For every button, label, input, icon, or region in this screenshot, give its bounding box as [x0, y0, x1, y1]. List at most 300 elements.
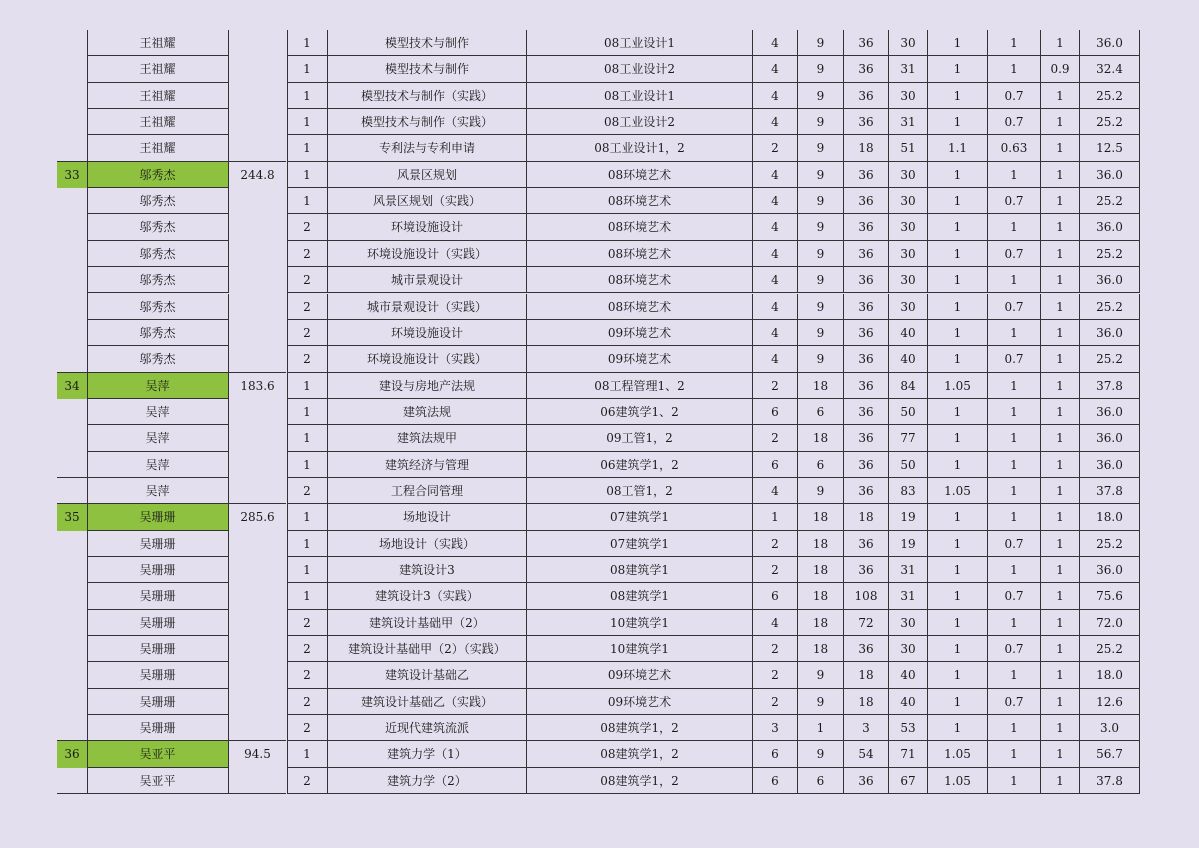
course-name-cell: 建筑法规甲	[328, 425, 527, 451]
coefficient-a-cell: 1	[928, 267, 988, 293]
total-workload-cell	[229, 478, 286, 504]
teacher-number-cell: 35	[57, 504, 87, 530]
teacher-name-cell: 邬秀杰	[87, 294, 229, 320]
coefficient-c-cell: 1	[1041, 188, 1080, 214]
total-workload-cell	[229, 610, 286, 636]
students-cell: 30	[889, 83, 928, 109]
teacher-number-cell	[57, 452, 87, 478]
table-row	[0, 30, 1199, 56]
class-name-cell: 06建筑学1，2	[527, 452, 753, 478]
teacher-name-cell: 邬秀杰	[87, 162, 229, 188]
total-workload-cell	[229, 188, 286, 214]
workload-cell: 25.2	[1080, 83, 1140, 109]
term-cell: 2	[287, 636, 328, 662]
course-name-cell: 模型技术与制作（实践）	[328, 83, 527, 109]
workload-cell: 72.0	[1080, 610, 1140, 636]
teacher-number-cell	[57, 425, 87, 451]
coefficient-b-cell: 0.7	[988, 636, 1041, 662]
coefficient-b-cell: 0.7	[988, 109, 1041, 135]
class-name-cell: 08建筑学1	[527, 583, 753, 609]
workload-cell: 36.0	[1080, 320, 1140, 346]
teacher-number-cell	[57, 478, 87, 504]
term-cell: 2	[287, 610, 328, 636]
class-name-cell: 06建筑学1、2	[527, 399, 753, 425]
table-vertical-rule	[287, 30, 288, 794]
teacher-name-cell: 邬秀杰	[87, 241, 229, 267]
course-name-cell: 模型技术与制作	[328, 30, 527, 56]
course-name-cell: 模型技术与制作	[328, 56, 527, 82]
hours-cell: 36	[844, 425, 889, 451]
teacher-name-cell: 吴萍	[87, 425, 229, 451]
table-row	[0, 162, 1199, 188]
course-name-cell: 城市景观设计	[328, 267, 527, 293]
table-row	[0, 583, 1199, 609]
coefficient-c-cell: 1	[1041, 320, 1080, 346]
term-cell: 1	[287, 162, 328, 188]
teacher-number-cell	[57, 135, 87, 161]
students-cell: 40	[889, 689, 928, 715]
workload-cell: 25.2	[1080, 531, 1140, 557]
hours-cell: 36	[844, 188, 889, 214]
coefficient-b-cell: 0.7	[988, 188, 1041, 214]
hours-cell: 54	[844, 741, 889, 767]
course-name-cell: 场地设计	[328, 504, 527, 530]
students-cell: 30	[889, 610, 928, 636]
workload-cell: 32.4	[1080, 56, 1140, 82]
coefficient-a-cell: 1	[928, 715, 988, 741]
class-name-cell: 08工业设计1，2	[527, 135, 753, 161]
coefficient-b-cell: 1	[988, 214, 1041, 240]
coefficient-a-cell: 1	[928, 214, 988, 240]
credits-cell: 4	[753, 610, 798, 636]
term-cell: 1	[287, 425, 328, 451]
total-workload-cell	[229, 294, 286, 320]
coefficient-c-cell: 1	[1041, 557, 1080, 583]
teacher-number-cell	[57, 662, 87, 688]
hours-cell: 36	[844, 30, 889, 56]
term-cell: 2	[287, 715, 328, 741]
coefficient-a-cell: 1	[928, 56, 988, 82]
coefficient-a-cell: 1	[928, 557, 988, 583]
coefficient-b-cell: 0.7	[988, 583, 1041, 609]
coefficient-a-cell: 1.05	[928, 373, 988, 399]
weeks-cell: 9	[798, 30, 844, 56]
total-workload-cell	[229, 636, 286, 662]
coefficient-c-cell: 1	[1041, 689, 1080, 715]
teacher-name-cell: 邬秀杰	[87, 188, 229, 214]
weeks-cell: 18	[798, 557, 844, 583]
course-name-cell: 环境设施设计	[328, 214, 527, 240]
students-cell: 30	[889, 30, 928, 56]
credits-cell: 4	[753, 83, 798, 109]
coefficient-b-cell: 1	[988, 741, 1041, 767]
teacher-name-cell: 吴珊珊	[87, 715, 229, 741]
total-workload-cell	[229, 662, 286, 688]
weeks-cell: 1	[798, 715, 844, 741]
total-workload-cell	[229, 56, 286, 82]
total-workload-cell	[229, 135, 286, 161]
class-name-cell: 08环境艺术	[527, 241, 753, 267]
weeks-cell: 18	[798, 636, 844, 662]
credits-cell: 2	[753, 557, 798, 583]
hours-cell: 36	[844, 636, 889, 662]
students-cell: 40	[889, 320, 928, 346]
weeks-cell: 9	[798, 741, 844, 767]
teacher-name-cell: 王祖耀	[87, 135, 229, 161]
table-row	[0, 478, 1199, 504]
coefficient-a-cell: 1	[928, 636, 988, 662]
credits-cell: 2	[753, 373, 798, 399]
coefficient-c-cell: 1	[1041, 135, 1080, 161]
table-row	[0, 83, 1199, 109]
teacher-name-cell: 吴珊珊	[87, 583, 229, 609]
teacher-number-cell	[57, 320, 87, 346]
students-cell: 53	[889, 715, 928, 741]
weeks-cell: 6	[798, 399, 844, 425]
teacher-name-cell: 吴珊珊	[87, 610, 229, 636]
coefficient-c-cell: 1	[1041, 214, 1080, 240]
weeks-cell: 18	[798, 504, 844, 530]
class-name-cell: 08环境艺术	[527, 294, 753, 320]
weeks-cell: 6	[798, 452, 844, 478]
credits-cell: 4	[753, 188, 798, 214]
weeks-cell: 18	[798, 531, 844, 557]
class-name-cell: 09环境艺术	[527, 346, 753, 372]
credits-cell: 4	[753, 30, 798, 56]
teacher-name-cell: 吴珊珊	[87, 636, 229, 662]
hours-cell: 36	[844, 241, 889, 267]
workload-cell: 12.6	[1080, 689, 1140, 715]
credits-cell: 4	[753, 267, 798, 293]
term-cell: 1	[287, 557, 328, 583]
students-cell: 50	[889, 452, 928, 478]
credits-cell: 4	[753, 56, 798, 82]
coefficient-c-cell: 1	[1041, 399, 1080, 425]
weeks-cell: 9	[798, 689, 844, 715]
class-name-cell: 08工管1，2	[527, 478, 753, 504]
class-name-cell: 09环境艺术	[527, 662, 753, 688]
coefficient-c-cell: 1	[1041, 241, 1080, 267]
course-name-cell: 专利法与专利申请	[328, 135, 527, 161]
coefficient-c-cell: 1	[1041, 504, 1080, 530]
workload-cell: 36.0	[1080, 214, 1140, 240]
course-name-cell: 风景区规划	[328, 162, 527, 188]
weeks-cell: 9	[798, 135, 844, 161]
students-cell: 83	[889, 478, 928, 504]
class-name-cell: 08工业设计2	[527, 56, 753, 82]
table-row	[0, 135, 1199, 161]
teacher-number-cell	[57, 241, 87, 267]
teacher-name-cell: 邬秀杰	[87, 214, 229, 240]
weeks-cell: 9	[798, 662, 844, 688]
workload-cell: 37.8	[1080, 373, 1140, 399]
teacher-name-cell: 吴亚平	[87, 741, 229, 767]
weeks-cell: 9	[798, 109, 844, 135]
course-name-cell: 建筑经济与管理	[328, 452, 527, 478]
term-cell: 1	[287, 399, 328, 425]
students-cell: 40	[889, 662, 928, 688]
class-name-cell: 08建筑学1，2	[527, 741, 753, 767]
table-row	[0, 662, 1199, 688]
teacher-number-cell	[57, 214, 87, 240]
teacher-number-cell	[57, 399, 87, 425]
total-workload-cell	[229, 241, 286, 267]
class-name-cell: 08环境艺术	[527, 162, 753, 188]
coefficient-b-cell: 1	[988, 373, 1041, 399]
students-cell: 30	[889, 162, 928, 188]
credits-cell: 3	[753, 715, 798, 741]
hours-cell: 108	[844, 583, 889, 609]
table-row	[0, 320, 1199, 346]
hours-cell: 36	[844, 346, 889, 372]
coefficient-b-cell: 0.7	[988, 241, 1041, 267]
coefficient-b-cell: 1	[988, 30, 1041, 56]
weeks-cell: 6	[798, 768, 844, 794]
course-name-cell: 建筑设计基础甲（2）	[328, 610, 527, 636]
course-name-cell: 建筑设计3	[328, 557, 527, 583]
teacher-number-cell	[57, 583, 87, 609]
table-vertical-rule	[87, 30, 88, 794]
hours-cell: 18	[844, 135, 889, 161]
credits-cell: 6	[753, 399, 798, 425]
workload-cell: 25.2	[1080, 241, 1140, 267]
term-cell: 1	[287, 83, 328, 109]
coefficient-c-cell: 1	[1041, 30, 1080, 56]
coefficient-a-cell: 1	[928, 83, 988, 109]
course-name-cell: 模型技术与制作（实践）	[328, 109, 527, 135]
table-row	[0, 109, 1199, 135]
table-row	[0, 346, 1199, 372]
credits-cell: 2	[753, 689, 798, 715]
weeks-cell: 9	[798, 346, 844, 372]
total-workload-cell	[229, 109, 286, 135]
course-name-cell: 建设与房地产法规	[328, 373, 527, 399]
total-workload-cell	[229, 399, 286, 425]
teacher-name-cell: 吴珊珊	[87, 662, 229, 688]
teacher-name-cell: 吴珊珊	[87, 504, 229, 530]
students-cell: 40	[889, 346, 928, 372]
coefficient-b-cell: 1	[988, 768, 1041, 794]
table-row	[0, 610, 1199, 636]
class-name-cell: 08工程管理1、2	[527, 373, 753, 399]
course-name-cell: 风景区规划（实践）	[328, 188, 527, 214]
course-name-cell: 建筑力学（2）	[328, 768, 527, 794]
coefficient-b-cell: 1	[988, 662, 1041, 688]
weeks-cell: 18	[798, 425, 844, 451]
teacher-name-cell: 吴珊珊	[87, 689, 229, 715]
term-cell: 2	[287, 214, 328, 240]
students-cell: 19	[889, 504, 928, 530]
table-row	[0, 214, 1199, 240]
coefficient-c-cell: 1	[1041, 531, 1080, 557]
hours-cell: 36	[844, 452, 889, 478]
teacher-number-cell: 34	[57, 373, 87, 399]
students-cell: 31	[889, 109, 928, 135]
coefficient-a-cell: 1.05	[928, 478, 988, 504]
credits-cell: 2	[753, 531, 798, 557]
teacher-number-cell	[57, 715, 87, 741]
total-workload-cell: 285.6	[240, 510, 275, 525]
total-workload-cell	[229, 768, 286, 794]
hours-cell: 18	[844, 662, 889, 688]
teacher-number-cell	[57, 636, 87, 662]
workload-cell: 36.0	[1080, 425, 1140, 451]
teacher-name-cell: 王祖耀	[87, 83, 229, 109]
term-cell: 1	[287, 56, 328, 82]
coefficient-a-cell: 1	[928, 504, 988, 530]
students-cell: 67	[889, 768, 928, 794]
coefficient-b-cell: 1	[988, 399, 1041, 425]
teacher-name-cell: 邬秀杰	[87, 267, 229, 293]
term-cell: 2	[287, 294, 328, 320]
table-row	[0, 531, 1199, 557]
workload-cell: 75.6	[1080, 583, 1140, 609]
coefficient-b-cell: 1	[988, 715, 1041, 741]
coefficient-c-cell: 1	[1041, 425, 1080, 451]
credits-cell: 2	[753, 636, 798, 662]
term-cell: 1	[287, 30, 328, 56]
hours-cell: 36	[844, 399, 889, 425]
teacher-name-cell: 吴萍	[87, 399, 229, 425]
coefficient-b-cell: 0.7	[988, 294, 1041, 320]
coefficient-b-cell: 1	[988, 320, 1041, 346]
coefficient-c-cell: 0.9	[1041, 56, 1080, 82]
table-row	[0, 373, 1199, 399]
hours-cell: 36	[844, 557, 889, 583]
class-name-cell: 08建筑学1，2	[527, 715, 753, 741]
teacher-name-cell: 吴珊珊	[87, 531, 229, 557]
coefficient-a-cell: 1	[928, 452, 988, 478]
teacher-name-cell: 吴珊珊	[87, 557, 229, 583]
workload-cell: 36.0	[1080, 267, 1140, 293]
workload-cell: 18.0	[1080, 662, 1140, 688]
term-cell: 1	[287, 504, 328, 530]
credits-cell: 4	[753, 294, 798, 320]
term-cell: 2	[287, 241, 328, 267]
coefficient-a-cell: 1.05	[928, 741, 988, 767]
students-cell: 31	[889, 557, 928, 583]
credits-cell: 2	[753, 135, 798, 161]
teacher-name-cell: 邬秀杰	[87, 320, 229, 346]
teacher-number-cell	[57, 531, 87, 557]
table-row	[0, 715, 1199, 741]
course-name-cell: 建筑力学（1）	[328, 741, 527, 767]
hours-cell: 36	[844, 109, 889, 135]
workload-cell: 36.0	[1080, 557, 1140, 583]
teacher-number-cell	[57, 610, 87, 636]
coefficient-a-cell: 1	[928, 425, 988, 451]
students-cell: 51	[889, 135, 928, 161]
weeks-cell: 9	[798, 83, 844, 109]
weeks-cell: 9	[798, 56, 844, 82]
course-name-cell: 近现代建筑流派	[328, 715, 527, 741]
coefficient-c-cell: 1	[1041, 452, 1080, 478]
workload-cell: 56.7	[1080, 741, 1140, 767]
course-name-cell: 建筑设计基础乙	[328, 662, 527, 688]
teacher-name-cell: 吴萍	[87, 452, 229, 478]
weeks-cell: 18	[798, 583, 844, 609]
class-name-cell: 08工业设计2	[527, 109, 753, 135]
teacher-name-cell: 王祖耀	[87, 30, 229, 56]
hours-cell: 72	[844, 610, 889, 636]
course-name-cell: 建筑设计3（实践）	[328, 583, 527, 609]
hours-cell: 36	[844, 162, 889, 188]
workload-cell: 25.2	[1080, 346, 1140, 372]
course-name-cell: 环境设施设计（实践）	[328, 241, 527, 267]
weeks-cell: 9	[798, 188, 844, 214]
students-cell: 31	[889, 56, 928, 82]
total-workload-cell	[229, 689, 286, 715]
coefficient-a-cell: 1	[928, 162, 988, 188]
class-name-cell: 09工管1，2	[527, 425, 753, 451]
credits-cell: 4	[753, 214, 798, 240]
credits-cell: 4	[753, 162, 798, 188]
students-cell: 30	[889, 188, 928, 214]
table-row	[0, 267, 1199, 293]
credits-cell: 4	[753, 109, 798, 135]
credits-cell: 6	[753, 768, 798, 794]
class-name-cell: 08环境艺术	[527, 188, 753, 214]
teacher-number-cell: 33	[57, 162, 87, 188]
teacher-number-cell	[57, 689, 87, 715]
coefficient-c-cell: 1	[1041, 267, 1080, 293]
hours-cell: 36	[844, 83, 889, 109]
term-cell: 1	[287, 373, 328, 399]
coefficient-c-cell: 1	[1041, 294, 1080, 320]
students-cell: 30	[889, 241, 928, 267]
class-name-cell: 08建筑学1	[527, 557, 753, 583]
term-cell: 2	[287, 768, 328, 794]
course-name-cell: 工程合同管理	[328, 478, 527, 504]
weeks-cell: 9	[798, 294, 844, 320]
weeks-cell: 9	[798, 214, 844, 240]
coefficient-b-cell: 0.63	[988, 135, 1041, 161]
table-row	[0, 188, 1199, 214]
table-row	[0, 399, 1199, 425]
hours-cell: 36	[844, 214, 889, 240]
total-workload-cell	[229, 557, 286, 583]
workload-cell: 25.2	[1080, 636, 1140, 662]
class-name-cell: 09环境艺术	[527, 689, 753, 715]
term-cell: 1	[287, 135, 328, 161]
credits-cell: 4	[753, 320, 798, 346]
term-cell: 1	[287, 741, 328, 767]
hours-cell: 36	[844, 768, 889, 794]
table-row	[0, 689, 1199, 715]
students-cell: 30	[889, 294, 928, 320]
coefficient-a-cell: 1	[928, 241, 988, 267]
course-name-cell: 建筑设计基础甲（2）（实践）	[328, 636, 527, 662]
credits-cell: 4	[753, 346, 798, 372]
class-name-cell: 08建筑学1，2	[527, 768, 753, 794]
coefficient-a-cell: 1	[928, 610, 988, 636]
credits-cell: 4	[753, 241, 798, 267]
students-cell: 30	[889, 636, 928, 662]
coefficient-b-cell: 1	[988, 452, 1041, 478]
coefficient-c-cell: 1	[1041, 715, 1080, 741]
workload-cell: 25.2	[1080, 109, 1140, 135]
weeks-cell: 18	[798, 373, 844, 399]
table-row	[0, 557, 1199, 583]
coefficient-b-cell: 0.7	[988, 531, 1041, 557]
table-row	[0, 741, 1199, 767]
credits-cell: 4	[753, 478, 798, 504]
coefficient-b-cell: 1	[988, 478, 1041, 504]
credits-cell: 2	[753, 425, 798, 451]
total-workload-cell: 183.6	[240, 378, 275, 393]
workload-cell: 36.0	[1080, 399, 1140, 425]
course-name-cell: 环境设施设计	[328, 320, 527, 346]
